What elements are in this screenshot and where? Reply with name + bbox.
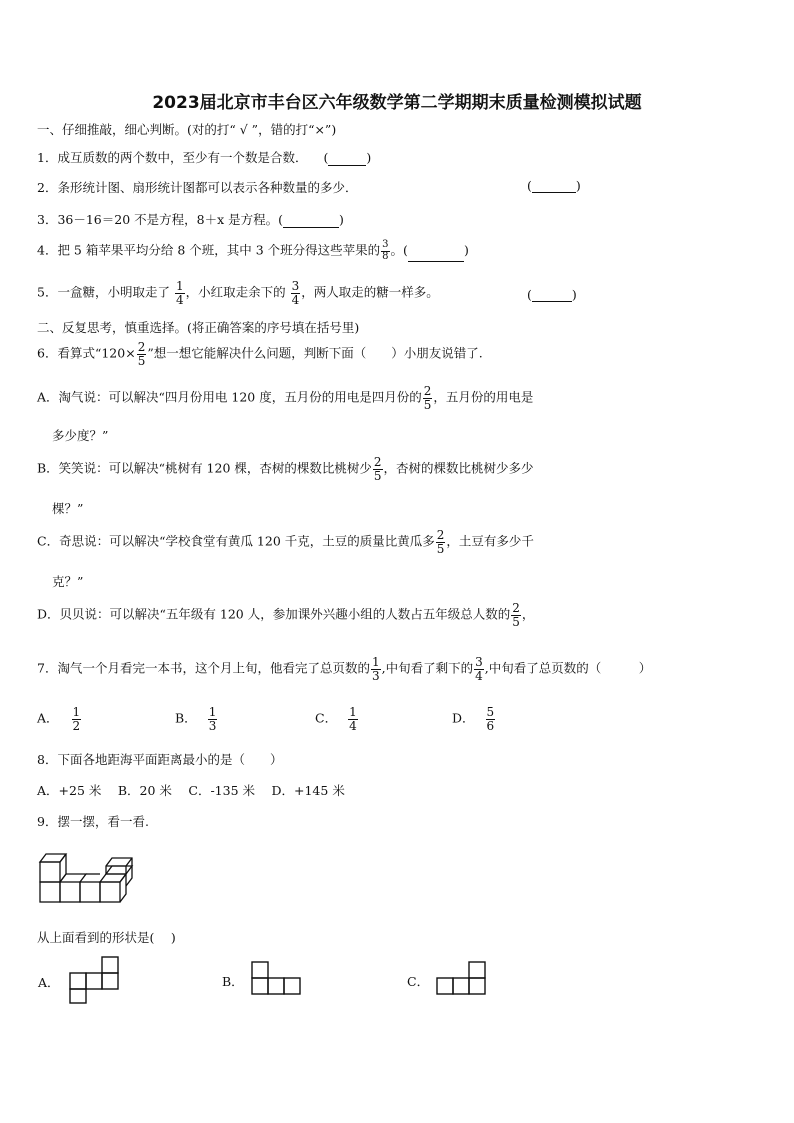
section-1-heading: 一、仔细推敲，细心判断。(对的打“ √ ”，错的打“×”) [37,122,337,137]
option-9c-shape [435,960,487,996]
answer-paren-2: ( ) [527,178,581,193]
fraction: $\frac{3}{4}$ [475,655,483,683]
fraction: $\frac{2}{5}$ [436,528,445,556]
option-6d[interactable]: D．贝贝说：可以解决“五年级有 120 人，参加课外兴趣小组的人数占五年级总人数的 $\frac{2}{5}$ ， [37,601,535,629]
question-9: 9．摆一摆，看一看. [37,814,149,829]
option-7d[interactable]: D． $\frac{5}{6}$ [452,705,495,733]
option-6c-continued: 克？” [52,574,84,589]
question-3-text: 3．36－16＝20 不是方程，8＋x 是方程。 [37,212,279,227]
fraction: $\frac{1}{2}$ [72,705,81,733]
question-8-options[interactable]: A．+25 米 B．20 米 C．-135 米 D．+145 米 [37,783,345,798]
section-2-heading: 二、反复思考，慎重选择。(将正确答案的序号填在括号里) [37,320,360,335]
fraction: $\frac{3}{4}$ [291,279,300,307]
fraction: $\frac{2}{5}$ [373,455,382,483]
question-7: 7．淘气一个月看完一本书，这个月上旬，他看完了总页数的 $\frac{1}{3}$ ,中旬看了剩下的 $\frac{3}{4}$ ,中旬看了总页数的（ ） [37,655,652,683]
option-9b-shape [250,960,302,996]
option-6a-continued: 多少度？” [52,428,109,443]
fraction: $\frac{1}{3}$ [208,705,217,733]
option-6c[interactable]: C．奇思说：可以解决“学校食堂有黄瓜 120 千克，土豆的质量比黄瓜多 $\frac{2}{5}$ ，土豆有多少千 [37,528,534,556]
fraction: $\frac{2}{5}$ [512,601,520,629]
fraction: $\frac{5}{6}$ [486,705,495,733]
answer-blank-3[interactable] [283,215,339,228]
fraction: $\frac{1}{4}$ [175,279,184,307]
question-4: 4．把 5 箱苹果平均分给 8 个班，其中 3 个班分得这些苹果的 $\frac{3}{8}$ 。( ) [37,239,469,262]
question-9-prompt: 从上面看到的形状是( ) [37,930,176,945]
fraction: $\frac{2}{5}$ [137,340,146,368]
option-9c-label[interactable]: C． [407,974,430,989]
question-6: 6．看算式“120× $\frac{2}{5}$ ”想一想它能解决什么问题，判断下面（ ）小朋友说错了. [37,340,483,368]
answer-blank-5[interactable] [532,289,572,302]
question-2-text: 2．条形统计图、扇形统计图都可以表示各种数量的多少． [37,180,358,195]
question-2 [37,178,357,196]
question-5: 5．一盒糖，小明取走了 $\frac{1}{4}$ ，小红取走余下的 $\frac{3}{4}$ ，两人取走的糖一样多。 [37,279,439,307]
question-1-text: 1．成互质数的两个数中，至少有一个数是合数． [37,150,308,165]
fraction: $\frac{1}{4}$ [349,705,357,733]
page-title: 2023届北京市丰台区六年级数学第二学期期末质量检测模拟试题 [152,93,642,113]
fraction: $\frac{3}{8}$ [382,239,389,262]
fraction: $\frac{2}{5}$ [423,384,432,412]
answer-paren-5: ( ) [527,287,577,302]
answer-blank-2[interactable] [532,180,576,193]
cube-arrangement-figure [36,846,146,908]
fraction: $\frac{1}{3}$ [371,655,380,683]
option-7b[interactable]: B． $\frac{1}{3}$ [175,705,217,733]
option-9a-shape [68,956,120,1004]
option-7c[interactable]: C． $\frac{1}{4}$ [315,705,357,733]
question-1: 1．成互质数的两个数中，至少有一个数是合数． ( ) [37,150,372,165]
option-7a[interactable]: A． $\frac{1}{2}$ [37,705,81,733]
option-9b-label[interactable]: B． [222,974,244,989]
answer-blank-4[interactable] [408,249,464,262]
question-3: 3．36－16＝20 不是方程，8＋x 是方程。( ) [37,212,344,227]
answer-blank-1[interactable] [328,153,366,166]
option-6b[interactable]: B．笑笑说：可以解决“桃树有 120 棵，杏树的棵数比桃树少 $\frac{2}{5}$ ，杏树的棵数比桃树少多少 [37,455,534,483]
option-9a-label[interactable]: A． [38,975,60,990]
option-6a[interactable]: A．淘气说：可以解决“四月份用电 120 度，五月份的用电是四月份的 $\frac{2}{5}$ ，五月份的用电是 [37,384,534,412]
option-6b-continued: 棵？” [52,501,84,516]
question-8: 8．下面各地距海平面距离最小的是（ ） [37,752,283,767]
